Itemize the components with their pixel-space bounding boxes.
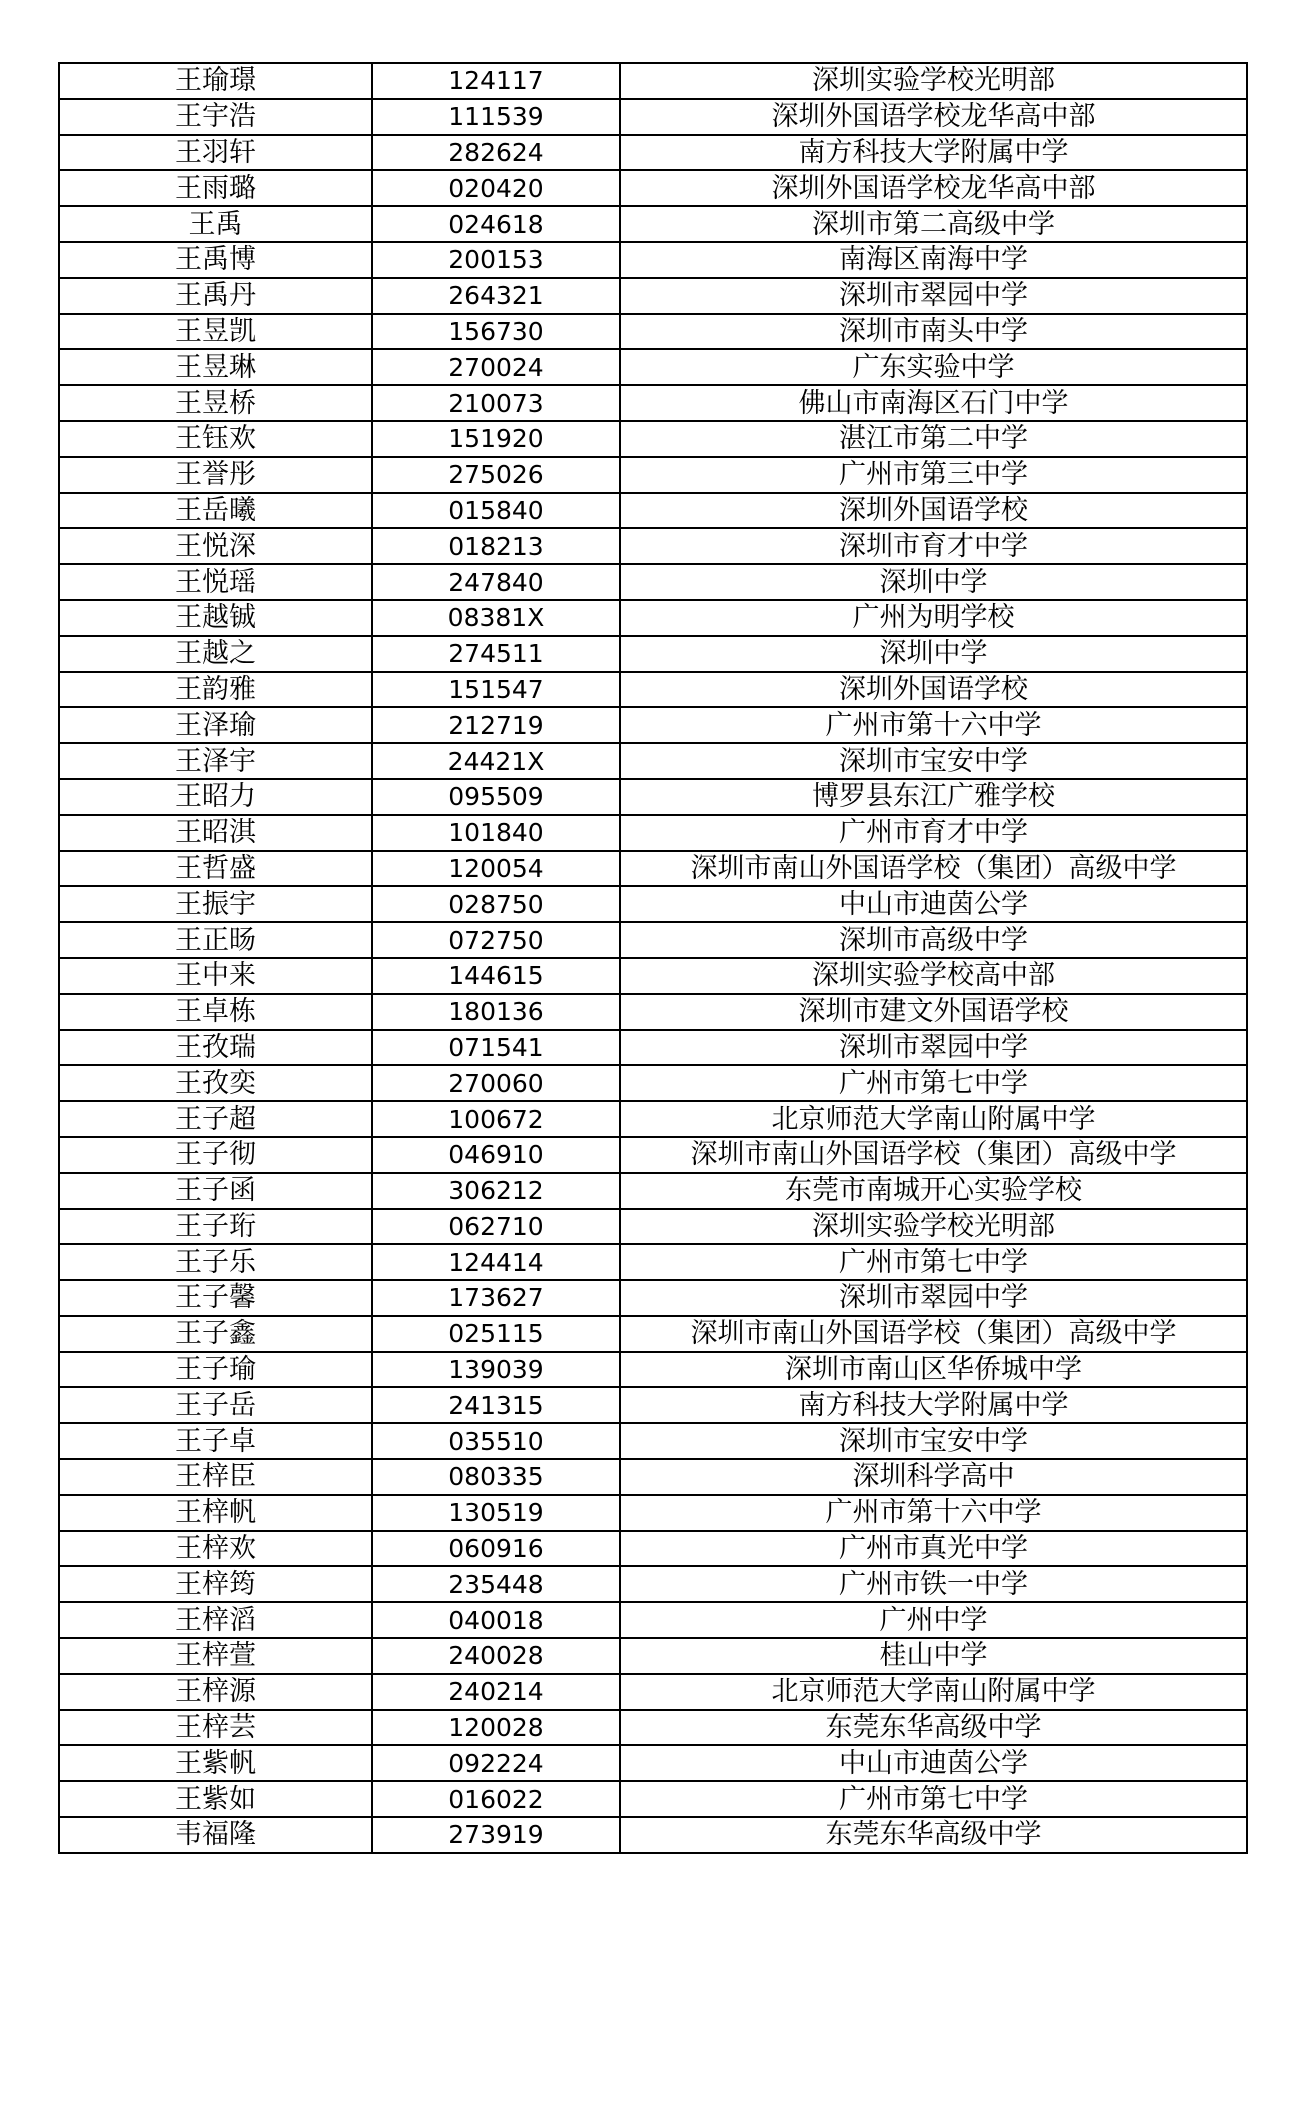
student-name-cell: 王禹丹 <box>59 278 372 314</box>
table-row <box>59 1817 1247 1853</box>
student-id-cell: 180136 <box>372 994 620 1030</box>
student-name-cell: 王紫帆 <box>59 1745 372 1781</box>
student-id-cell: 08381X <box>372 600 620 636</box>
student-name-cell: 王誉彤 <box>59 457 372 493</box>
school-name-cell: 广州市第三中学 <box>620 457 1247 493</box>
student-name-cell: 王泽宇 <box>59 743 372 779</box>
student-id-cell: 151920 <box>372 421 620 457</box>
student-name-cell: 王梓臣 <box>59 1459 372 1495</box>
student-name-cell: 王悦瑶 <box>59 564 372 600</box>
table-row <box>59 1101 1247 1137</box>
student-name-cell: 王昱桥 <box>59 385 372 421</box>
school-name-cell: 广州市第七中学 <box>620 1781 1247 1817</box>
school-name-cell: 广州中学 <box>620 1602 1247 1638</box>
school-name-cell: 南海区南海中学 <box>620 242 1247 278</box>
table-row <box>59 1387 1247 1423</box>
table-row <box>59 994 1247 1030</box>
student-name-cell: 王子彻 <box>59 1137 372 1173</box>
student-id-cell: 282624 <box>372 135 620 171</box>
student-id-cell: 139039 <box>372 1352 620 1388</box>
student-name-cell: 王梓滔 <box>59 1602 372 1638</box>
school-name-cell: 深圳外国语学校 <box>620 493 1247 529</box>
student-id-cell: 120054 <box>372 851 620 887</box>
school-name-cell: 中山市迪茵公学 <box>620 1745 1247 1781</box>
school-name-cell: 广州市真光中学 <box>620 1531 1247 1567</box>
school-name-cell: 深圳市南山外国语学校（集团）高级中学 <box>620 851 1247 887</box>
school-name-cell: 南方科技大学附属中学 <box>620 1387 1247 1423</box>
roster-body <box>59 63 1247 1853</box>
student-name-cell: 王禹博 <box>59 242 372 278</box>
school-name-cell: 广州市第十六中学 <box>620 1495 1247 1531</box>
school-name-cell: 深圳市建文外国语学校 <box>620 994 1247 1030</box>
student-id-cell: 101840 <box>372 815 620 851</box>
table-row <box>59 707 1247 743</box>
table-row <box>59 1531 1247 1567</box>
table-row <box>59 242 1247 278</box>
student-name-cell: 王哲盛 <box>59 851 372 887</box>
student-id-cell: 040018 <box>372 1602 620 1638</box>
student-name-cell: 王梓源 <box>59 1674 372 1710</box>
school-name-cell: 广州市第十六中学 <box>620 707 1247 743</box>
school-name-cell: 深圳市宝安中学 <box>620 1423 1247 1459</box>
school-name-cell: 深圳市第二高级中学 <box>620 206 1247 242</box>
student-name-cell: 王子珩 <box>59 1209 372 1245</box>
table-row <box>59 672 1247 708</box>
student-id-cell: 210073 <box>372 385 620 421</box>
student-id-cell: 028750 <box>372 886 620 922</box>
student-id-cell: 080335 <box>372 1459 620 1495</box>
student-id-cell: 24421X <box>372 743 620 779</box>
student-name-cell: 王宇浩 <box>59 99 372 135</box>
table-row <box>59 349 1247 385</box>
school-name-cell: 深圳市高级中学 <box>620 922 1247 958</box>
student-id-cell: 015840 <box>372 493 620 529</box>
student-name-cell: 王越之 <box>59 636 372 672</box>
student-id-cell: 060916 <box>372 1531 620 1567</box>
school-name-cell: 北京师范大学南山附属中学 <box>620 1101 1247 1137</box>
table-row <box>59 922 1247 958</box>
student-name-cell: 王岳曦 <box>59 493 372 529</box>
school-name-cell: 深圳市翠园中学 <box>620 278 1247 314</box>
table-row <box>59 1209 1247 1245</box>
school-name-cell: 深圳科学高中 <box>620 1459 1247 1495</box>
table-row <box>59 1781 1247 1817</box>
roster-table <box>58 62 1248 1854</box>
school-name-cell: 深圳市南山外国语学校（集团）高级中学 <box>620 1316 1247 1352</box>
school-name-cell: 中山市迪茵公学 <box>620 886 1247 922</box>
student-name-cell: 王昭淇 <box>59 815 372 851</box>
table-row <box>59 743 1247 779</box>
table-row <box>59 1638 1247 1674</box>
school-name-cell: 博罗县东江广雅学校 <box>620 779 1247 815</box>
school-name-cell: 东莞东华高级中学 <box>620 1817 1247 1853</box>
student-name-cell: 王昱琳 <box>59 349 372 385</box>
student-name-cell: 王孜奕 <box>59 1065 372 1101</box>
school-name-cell: 深圳市南山外国语学校（集团）高级中学 <box>620 1137 1247 1173</box>
table-row <box>59 600 1247 636</box>
student-name-cell: 王昭力 <box>59 779 372 815</box>
student-name-cell: 王韵雅 <box>59 672 372 708</box>
student-id-cell: 018213 <box>372 528 620 564</box>
student-id-cell: 151547 <box>372 672 620 708</box>
student-id-cell: 212719 <box>372 707 620 743</box>
school-name-cell: 广东实验中学 <box>620 349 1247 385</box>
table-row <box>59 886 1247 922</box>
school-name-cell: 深圳市宝安中学 <box>620 743 1247 779</box>
table-row <box>59 1495 1247 1531</box>
student-id-cell: 240028 <box>372 1638 620 1674</box>
school-name-cell: 东莞市南城开心实验学校 <box>620 1173 1247 1209</box>
school-name-cell: 深圳外国语学校 <box>620 672 1247 708</box>
student-id-cell: 270060 <box>372 1065 620 1101</box>
table-row <box>59 170 1247 206</box>
table-row <box>59 958 1247 994</box>
student-id-cell: 020420 <box>372 170 620 206</box>
student-id-cell: 274511 <box>372 636 620 672</box>
student-id-cell: 062710 <box>372 1209 620 1245</box>
table-row <box>59 1065 1247 1101</box>
table-row <box>59 99 1247 135</box>
school-name-cell: 深圳市育才中学 <box>620 528 1247 564</box>
student-id-cell: 120028 <box>372 1710 620 1746</box>
student-id-cell: 035510 <box>372 1423 620 1459</box>
school-name-cell: 广州为明学校 <box>620 600 1247 636</box>
student-id-cell: 235448 <box>372 1566 620 1602</box>
table-row <box>59 1244 1247 1280</box>
school-name-cell: 广州市第七中学 <box>620 1244 1247 1280</box>
table-row <box>59 1030 1247 1066</box>
table-row <box>59 1423 1247 1459</box>
student-id-cell: 144615 <box>372 958 620 994</box>
table-row <box>59 1280 1247 1316</box>
school-name-cell: 深圳实验学校高中部 <box>620 958 1247 994</box>
school-name-cell: 深圳中学 <box>620 636 1247 672</box>
table-row <box>59 1137 1247 1173</box>
table-row <box>59 135 1247 171</box>
school-name-cell: 深圳市翠园中学 <box>620 1030 1247 1066</box>
student-id-cell: 264321 <box>372 278 620 314</box>
school-name-cell: 佛山市南海区石门中学 <box>620 385 1247 421</box>
student-name-cell: 王子岳 <box>59 1387 372 1423</box>
school-name-cell: 东莞东华高级中学 <box>620 1710 1247 1746</box>
school-name-cell: 桂山中学 <box>620 1638 1247 1674</box>
school-name-cell: 湛江市第二中学 <box>620 421 1247 457</box>
table-row <box>59 636 1247 672</box>
student-name-cell: 王昱凯 <box>59 314 372 350</box>
table-row <box>59 1316 1247 1352</box>
table-row <box>59 493 1247 529</box>
student-name-cell: 王子馨 <box>59 1280 372 1316</box>
student-id-cell: 046910 <box>372 1137 620 1173</box>
school-name-cell: 北京师范大学南山附属中学 <box>620 1674 1247 1710</box>
student-name-cell: 王禹 <box>59 206 372 242</box>
student-name-cell: 王钰欢 <box>59 421 372 457</box>
school-name-cell: 深圳中学 <box>620 564 1247 600</box>
student-name-cell: 王梓芸 <box>59 1710 372 1746</box>
student-name-cell: 王瑜璟 <box>59 63 372 99</box>
student-name-cell: 王孜瑞 <box>59 1030 372 1066</box>
student-name-cell: 王振宇 <box>59 886 372 922</box>
student-id-cell: 241315 <box>372 1387 620 1423</box>
student-name-cell: 王正旸 <box>59 922 372 958</box>
student-id-cell: 200153 <box>372 242 620 278</box>
student-name-cell: 王子超 <box>59 1101 372 1137</box>
school-name-cell: 深圳外国语学校龙华高中部 <box>620 99 1247 135</box>
student-id-cell: 306212 <box>372 1173 620 1209</box>
school-name-cell: 广州市铁一中学 <box>620 1566 1247 1602</box>
table-row <box>59 1459 1247 1495</box>
table-row <box>59 1566 1247 1602</box>
student-name-cell: 王雨璐 <box>59 170 372 206</box>
table-row <box>59 63 1247 99</box>
school-name-cell: 深圳市南山区华侨城中学 <box>620 1352 1247 1388</box>
student-id-cell: 095509 <box>372 779 620 815</box>
student-id-cell: 111539 <box>372 99 620 135</box>
student-name-cell: 王泽瑜 <box>59 707 372 743</box>
student-name-cell: 王越铖 <box>59 600 372 636</box>
student-name-cell: 王梓筠 <box>59 1566 372 1602</box>
table-row <box>59 457 1247 493</box>
table-row <box>59 421 1247 457</box>
school-name-cell: 南方科技大学附属中学 <box>620 135 1247 171</box>
student-name-cell: 王子卓 <box>59 1423 372 1459</box>
table-row <box>59 278 1247 314</box>
table-row <box>59 385 1247 421</box>
school-name-cell: 深圳实验学校光明部 <box>620 63 1247 99</box>
school-name-cell: 广州市第七中学 <box>620 1065 1247 1101</box>
table-row <box>59 1710 1247 1746</box>
student-id-cell: 025115 <box>372 1316 620 1352</box>
table-row <box>59 779 1247 815</box>
student-name-cell: 王梓欢 <box>59 1531 372 1567</box>
student-name-cell: 王羽轩 <box>59 135 372 171</box>
student-name-cell: 王紫如 <box>59 1781 372 1817</box>
student-id-cell: 124414 <box>372 1244 620 1280</box>
student-name-cell: 王悦深 <box>59 528 372 564</box>
student-id-cell: 071541 <box>372 1030 620 1066</box>
student-id-cell: 016022 <box>372 1781 620 1817</box>
student-id-cell: 124117 <box>372 63 620 99</box>
student-id-cell: 173627 <box>372 1280 620 1316</box>
student-id-cell: 247840 <box>372 564 620 600</box>
student-id-cell: 130519 <box>372 1495 620 1531</box>
student-name-cell: 王梓帆 <box>59 1495 372 1531</box>
student-name-cell: 王子鑫 <box>59 1316 372 1352</box>
student-id-cell: 100672 <box>372 1101 620 1137</box>
student-id-cell: 240214 <box>372 1674 620 1710</box>
student-name-cell: 王子乐 <box>59 1244 372 1280</box>
table-row <box>59 1674 1247 1710</box>
student-name-cell: 王中来 <box>59 958 372 994</box>
table-row <box>59 206 1247 242</box>
table-row <box>59 1352 1247 1388</box>
table-row <box>59 851 1247 887</box>
student-id-cell: 270024 <box>372 349 620 385</box>
student-id-cell: 092224 <box>372 1745 620 1781</box>
school-name-cell: 深圳外国语学校龙华高中部 <box>620 170 1247 206</box>
student-name-cell: 王子函 <box>59 1173 372 1209</box>
student-id-cell: 072750 <box>372 922 620 958</box>
school-name-cell: 深圳实验学校光明部 <box>620 1209 1247 1245</box>
table-row <box>59 528 1247 564</box>
school-name-cell: 深圳市翠园中学 <box>620 1280 1247 1316</box>
school-name-cell: 广州市育才中学 <box>620 815 1247 851</box>
student-name-cell: 王子瑜 <box>59 1352 372 1388</box>
table-row <box>59 815 1247 851</box>
table-row <box>59 1745 1247 1781</box>
school-name-cell: 深圳市南头中学 <box>620 314 1247 350</box>
table-row <box>59 564 1247 600</box>
student-id-cell: 156730 <box>372 314 620 350</box>
student-id-cell: 273919 <box>372 1817 620 1853</box>
student-name-cell: 韦福隆 <box>59 1817 372 1853</box>
table-row <box>59 1173 1247 1209</box>
student-id-cell: 024618 <box>372 206 620 242</box>
student-name-cell: 王卓栋 <box>59 994 372 1030</box>
table-row <box>59 314 1247 350</box>
table-row <box>59 1602 1247 1638</box>
student-id-cell: 275026 <box>372 457 620 493</box>
student-name-cell: 王梓萱 <box>59 1638 372 1674</box>
